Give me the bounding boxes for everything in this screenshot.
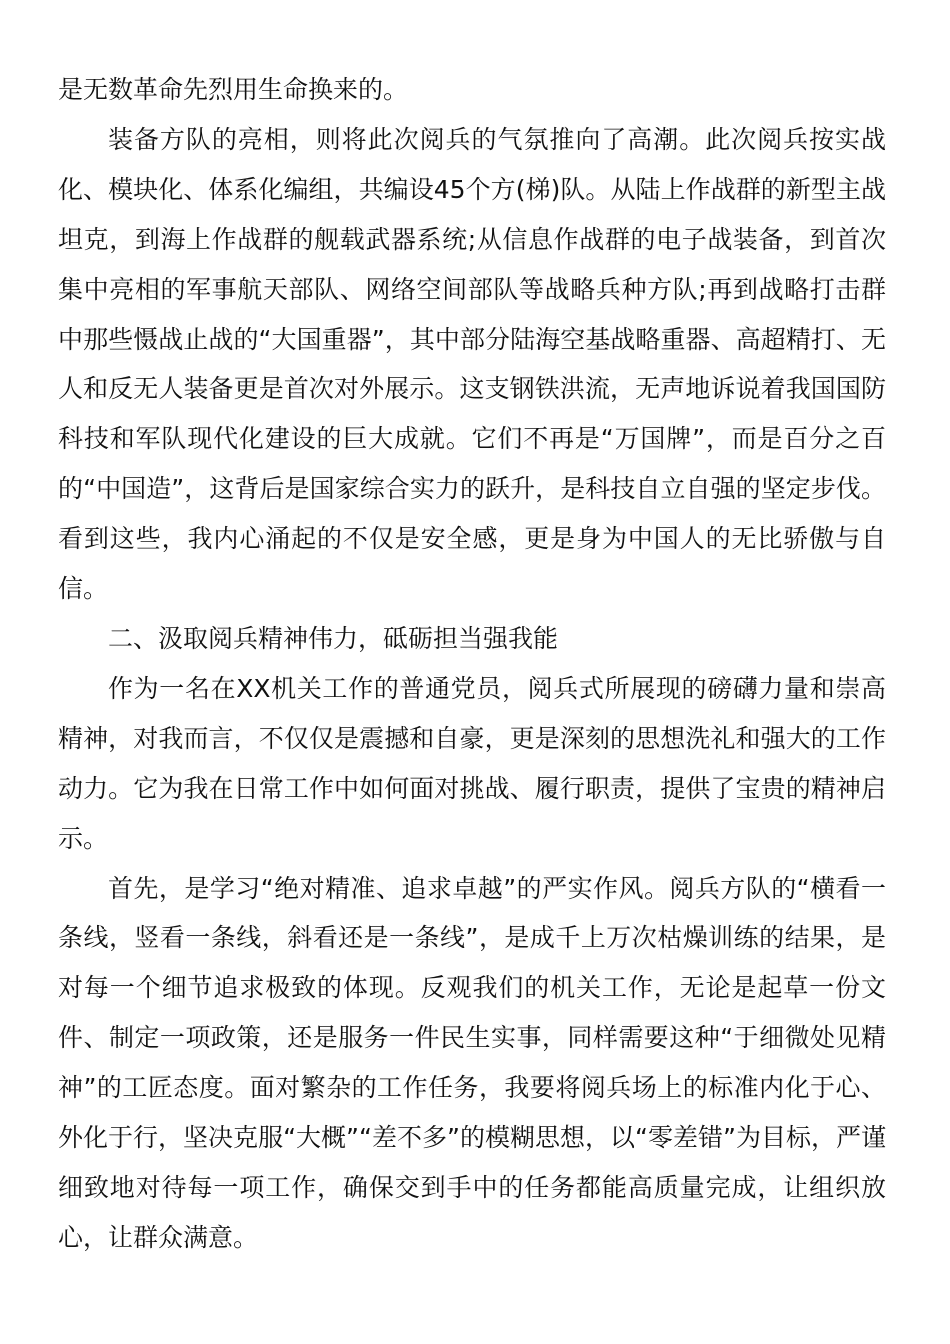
document-body <box>58 65 886 1263</box>
paragraph-equipment-formations: 装备方队的亮相，则将此次阅兵的气氛推向了高潮。此次阅兵按实战化、模块化、体系化编组，共编设45个方(梯)队。从陆上作战群的新型主战坦克，到海上作战群的舰载武器系统;从信息作战群的电子战装备，到首次集中亮相的军事航天部队、网络空间部队等战略兵种方队;再到战略打击群中那些慑战止战的“大国重器”，其中部分陆海空基战略重器、高超精打、无人和反无人装备更是首次对外展示。这支钢铁洪流，无声地诉说着我国国防科技和军队现代化建设的巨大成就。它们不再是“万国牌”，而是百分之百的“中国造”，这背后是国家综合实力的跃升，是科技自立自强的坚定步伐。看到这些，我内心涌起的不仅是安全感，更是身为中国人的无比骄傲与自信。 <box>58 124 886 604</box>
paragraph-first-precision: 首先，是学习“绝对精准、追求卓越”的严实作风。阅兵方队的“横看一条线，竖看一条线，斜看还是一条线”，是成千上万次枯燥训练的结果，是对每一个细节追求极致的体现。反观我们的机关工作，无论是起草一份文件、制定一项政策，还是服务一件民生实事，同样需要这种“于细微处见精神”的工匠态度。面对繁杂的工作任务，我要将阅兵场上的标准内化于心、外化于行，坚决克服“大概”“差不多”的模糊思想，以“零差错”为目标，严谨细致地对待每一项工作，确保交到手中的任务都能高质量完成，让组织放心，让群众满意。 <box>58 873 886 1252</box>
section-heading-2: 二、汲取阅兵精神伟力，砥砺担当强我能 <box>108 623 559 653</box>
paragraph-continuation: 是无数革命先烈用生命换来的。 <box>58 75 409 104</box>
paragraph-party-member-reflection: 作为一名在XX机关工作的普通党员，阅兵式所展现的磅礴力量和崇高精神，对我而言，不仅仅是震撼和自豪，更是深刻的思想洗礼和强大的工作动力。它为我在日常工作中如何面对挑战、履行职责，提供了宝贵的精神启示。 <box>58 673 886 853</box>
